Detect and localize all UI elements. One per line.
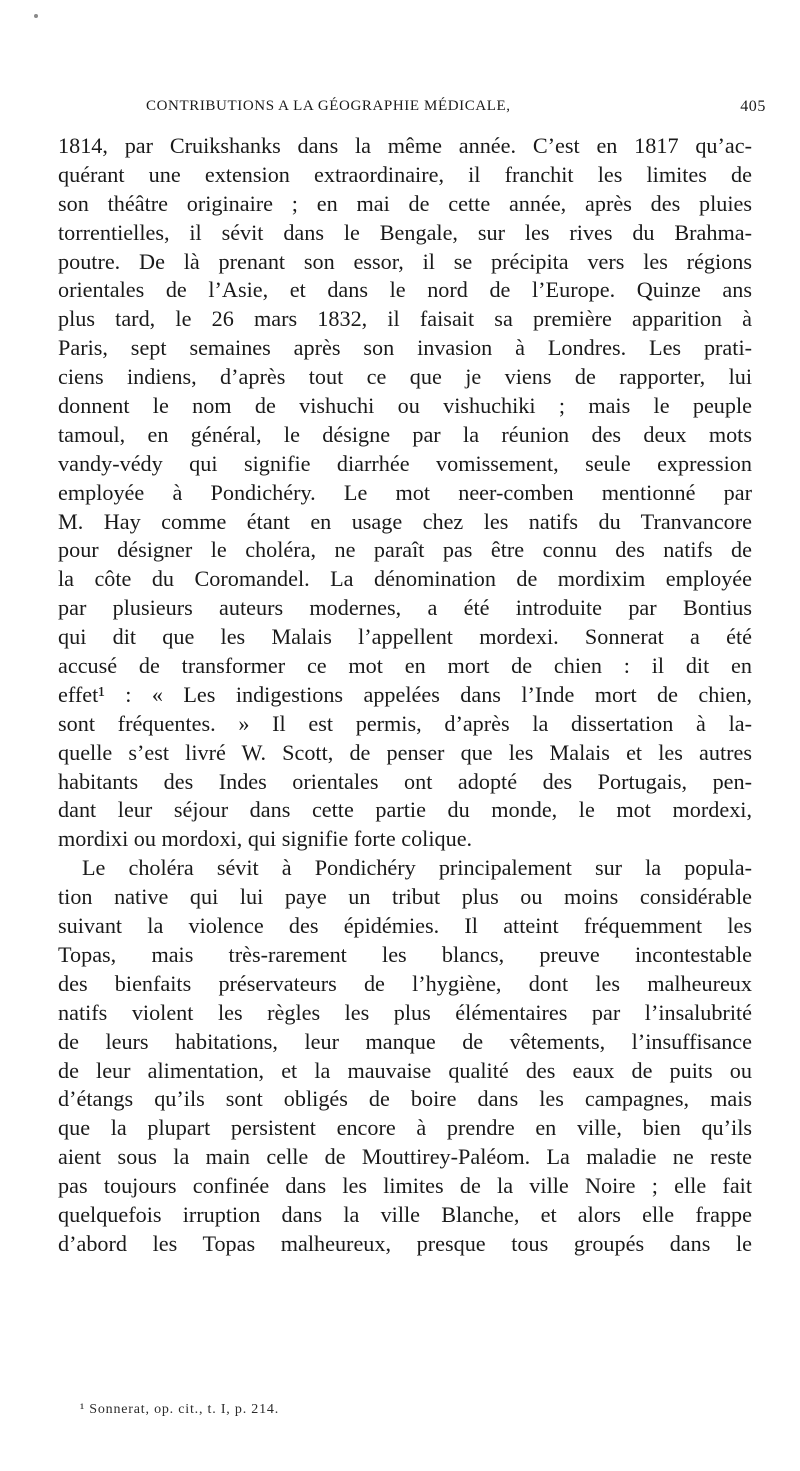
text-line: quelle s’est livré W. Scott, de penser que les Malais et les autres [58,739,752,765]
text-line: quérant une extension extraordinaire, il franchit les limites de [58,161,752,187]
text-line: M. Hay comme étant en usage chez les natifs du Tranvancore [58,508,752,534]
text-line: torrentielles, il sévit dans le Bengale, sur les rives du Brahma- [58,219,752,245]
text-line: habitants des Indes orientales ont adopté des Portugais, pen- [58,768,752,794]
text-line: accusé de transformer ce mot en mort de chien : il dit en [58,653,752,679]
text-line-paragraph-end: mordixi ou mordoxi, qui signifie forte colique. [58,826,473,852]
text-line: quelquefois irruption dans la ville Blanche, et alors elle frappe [58,1201,752,1227]
text-line: plus tard, le 26 mars 1832, il faisait sa première apparition à [58,306,752,332]
text-line: tamoul, en général, le désigne par la réunion des deux mots [58,421,752,447]
page-header [146,98,766,120]
text-line: donnent le nom de vishuchi ou vishuchiki ; mais le peuple [58,393,752,419]
page-number: 405 [740,98,766,115]
text-line: son théâtre originaire ; en mai de cette année, après des pluies [58,190,752,216]
text-line: Paris, sept semaines après son invasion à Londres. Les prati- [58,335,752,361]
paper-speck [34,14,38,18]
text-line: orientales de l’Asie, et dans le nord de l’Europe. Quinze ans [58,277,752,303]
body-text [58,132,752,1259]
text-line: que la plupart persistent encore à prendre en ville, bien qu’ils [58,1115,752,1141]
text-line: des bienfaits préservateurs de l’hygiène, dont les malheureux [58,970,752,996]
text-line: effet¹ : « Les indigestions appelées dans l’Inde mort de chien, [58,681,752,707]
text-line: de leurs habitations, leur manque de vêtements, l’insuffisance [58,1028,752,1054]
text-line: ciens indiens, d’après tout ce que je viens de rapporter, lui [58,364,752,390]
text-line: qui dit que les Malais l’appellent mordexi. Sonnerat a été [58,624,752,650]
text-line: par plusieurs auteurs modernes, a été introduite par Bontius [58,595,752,621]
text-line: aient sous la main celle de Mouttirey-Paléom. La maladie ne reste [58,1144,752,1170]
text-line: natifs violent les règles les plus élémentaires par l’insalubrité [58,999,752,1025]
text-line: dant leur séjour dans cette partie du monde, le mot mordexi, [58,797,752,823]
text-line: sont fréquentes. » Il est permis, d’après la dissertation à la- [58,710,752,736]
text-line: Topas, mais très-rarement les blancs, preuve incontestable [58,941,752,967]
text-line: d’abord les Topas malheureux, presque tous groupés dans le [58,1230,752,1256]
text-line: la côte du Coromandel. La dénomination de mordixim employée [58,566,752,592]
text-line: d’étangs qu’ils sont obligés de boire dans les campagnes, mais [58,1086,752,1112]
text-line: employée à Pondichéry. Le mot neer-comben mentionné par [58,479,752,505]
text-line: 1814, par Cruikshanks dans la même année. C’est en 1817 qu’ac- [58,133,752,158]
text-line: poutre. De là prenant son essor, il se précipita vers les régions [58,248,752,274]
running-title: CONTRIBUTIONS A LA GÉOGRAPHIE MÉDICALE, [146,98,511,114]
footnote: ¹ Sonnerat, op. cit., t. I, p. 214. [80,1402,280,1417]
text-line: suivant la violence des épidémies. Il atteint fréquemment les [58,913,752,939]
text-line: vandy-védy qui signifie diarrhée vomissement, seule expression [58,450,752,476]
text-line: pour désigner le choléra, ne paraît pas être connu des natifs de [58,537,752,563]
text-line: de leur alimentation, et la mauvaise qualité des eaux de puits ou [58,1057,752,1083]
text-line: tion native qui lui paye un tribut plus ou moins considérable [58,884,752,910]
text-line: pas toujours confinée dans les limites de la ville Noire ; elle fait [58,1173,752,1199]
text-line-paragraph-start: Le choléra sévit à Pondichéry principalement sur la popula- [82,855,752,881]
